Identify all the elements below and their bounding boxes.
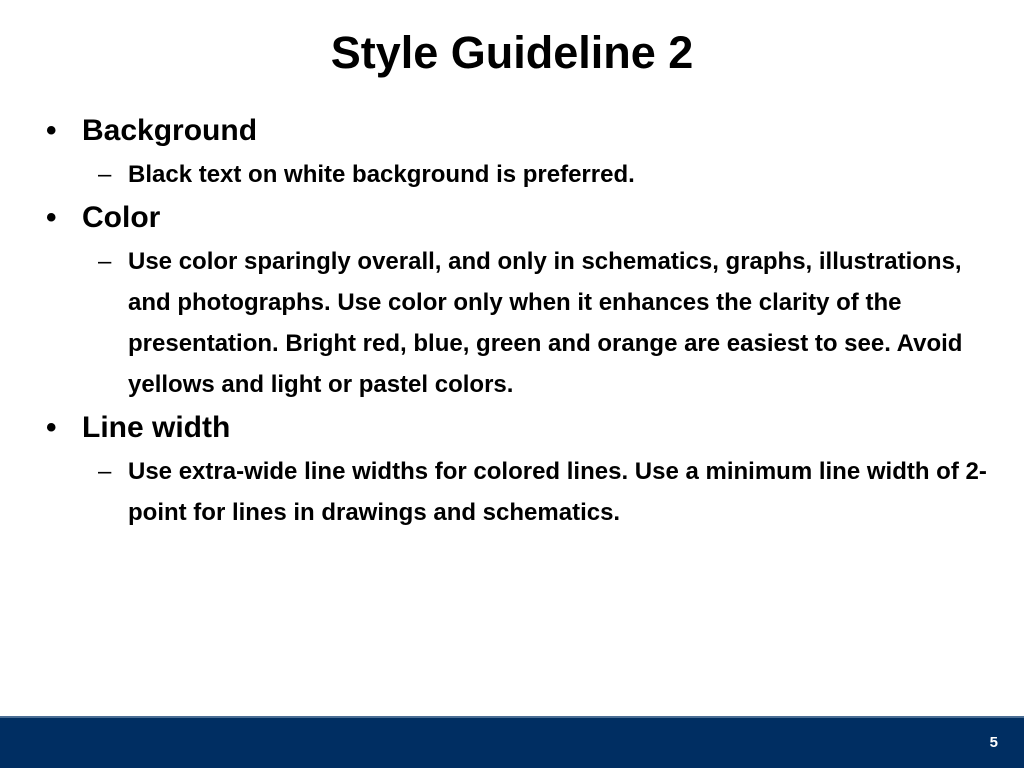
- sub-bullet-text: Use extra-wide line widths for colored lines. Use a minimum line width of 2-point for lines in drawings and schematics.: [128, 458, 987, 526]
- bullet-marker: •: [46, 114, 57, 147]
- dash-marker: –: [98, 458, 112, 485]
- sub-bullet-color: [98, 241, 996, 405]
- bullet-heading: Line width: [82, 411, 231, 444]
- sub-bullet-text: Black text on white background is preferred.: [128, 161, 635, 188]
- slide-body: [46, 108, 996, 533]
- sub-bullet-line-width: [98, 451, 996, 533]
- bullet-heading: Color: [82, 201, 161, 234]
- bullet-line-width: [46, 405, 996, 451]
- bullet-heading: Background: [82, 114, 258, 147]
- slide-title: Style Guideline 2: [330, 27, 694, 78]
- bullet-marker: •: [46, 411, 57, 444]
- bullet-background: [46, 108, 996, 154]
- bullet-color: [46, 195, 996, 241]
- dash-marker: –: [98, 248, 112, 275]
- sub-bullet-background: [98, 154, 996, 195]
- page-number: 5: [989, 734, 998, 751]
- bullet-marker: •: [46, 201, 57, 234]
- sub-bullet-text: Use color sparingly overall, and only in schematics, graphs, illustrations, and photographs. Use color only when it enhances the clarity of the presentation. Bright red, blue, green and orange are easiest to see. Avoid yellows and light or pastel colors.: [128, 248, 963, 398]
- dash-marker: –: [98, 161, 112, 188]
- footer-bar: [0, 716, 1024, 768]
